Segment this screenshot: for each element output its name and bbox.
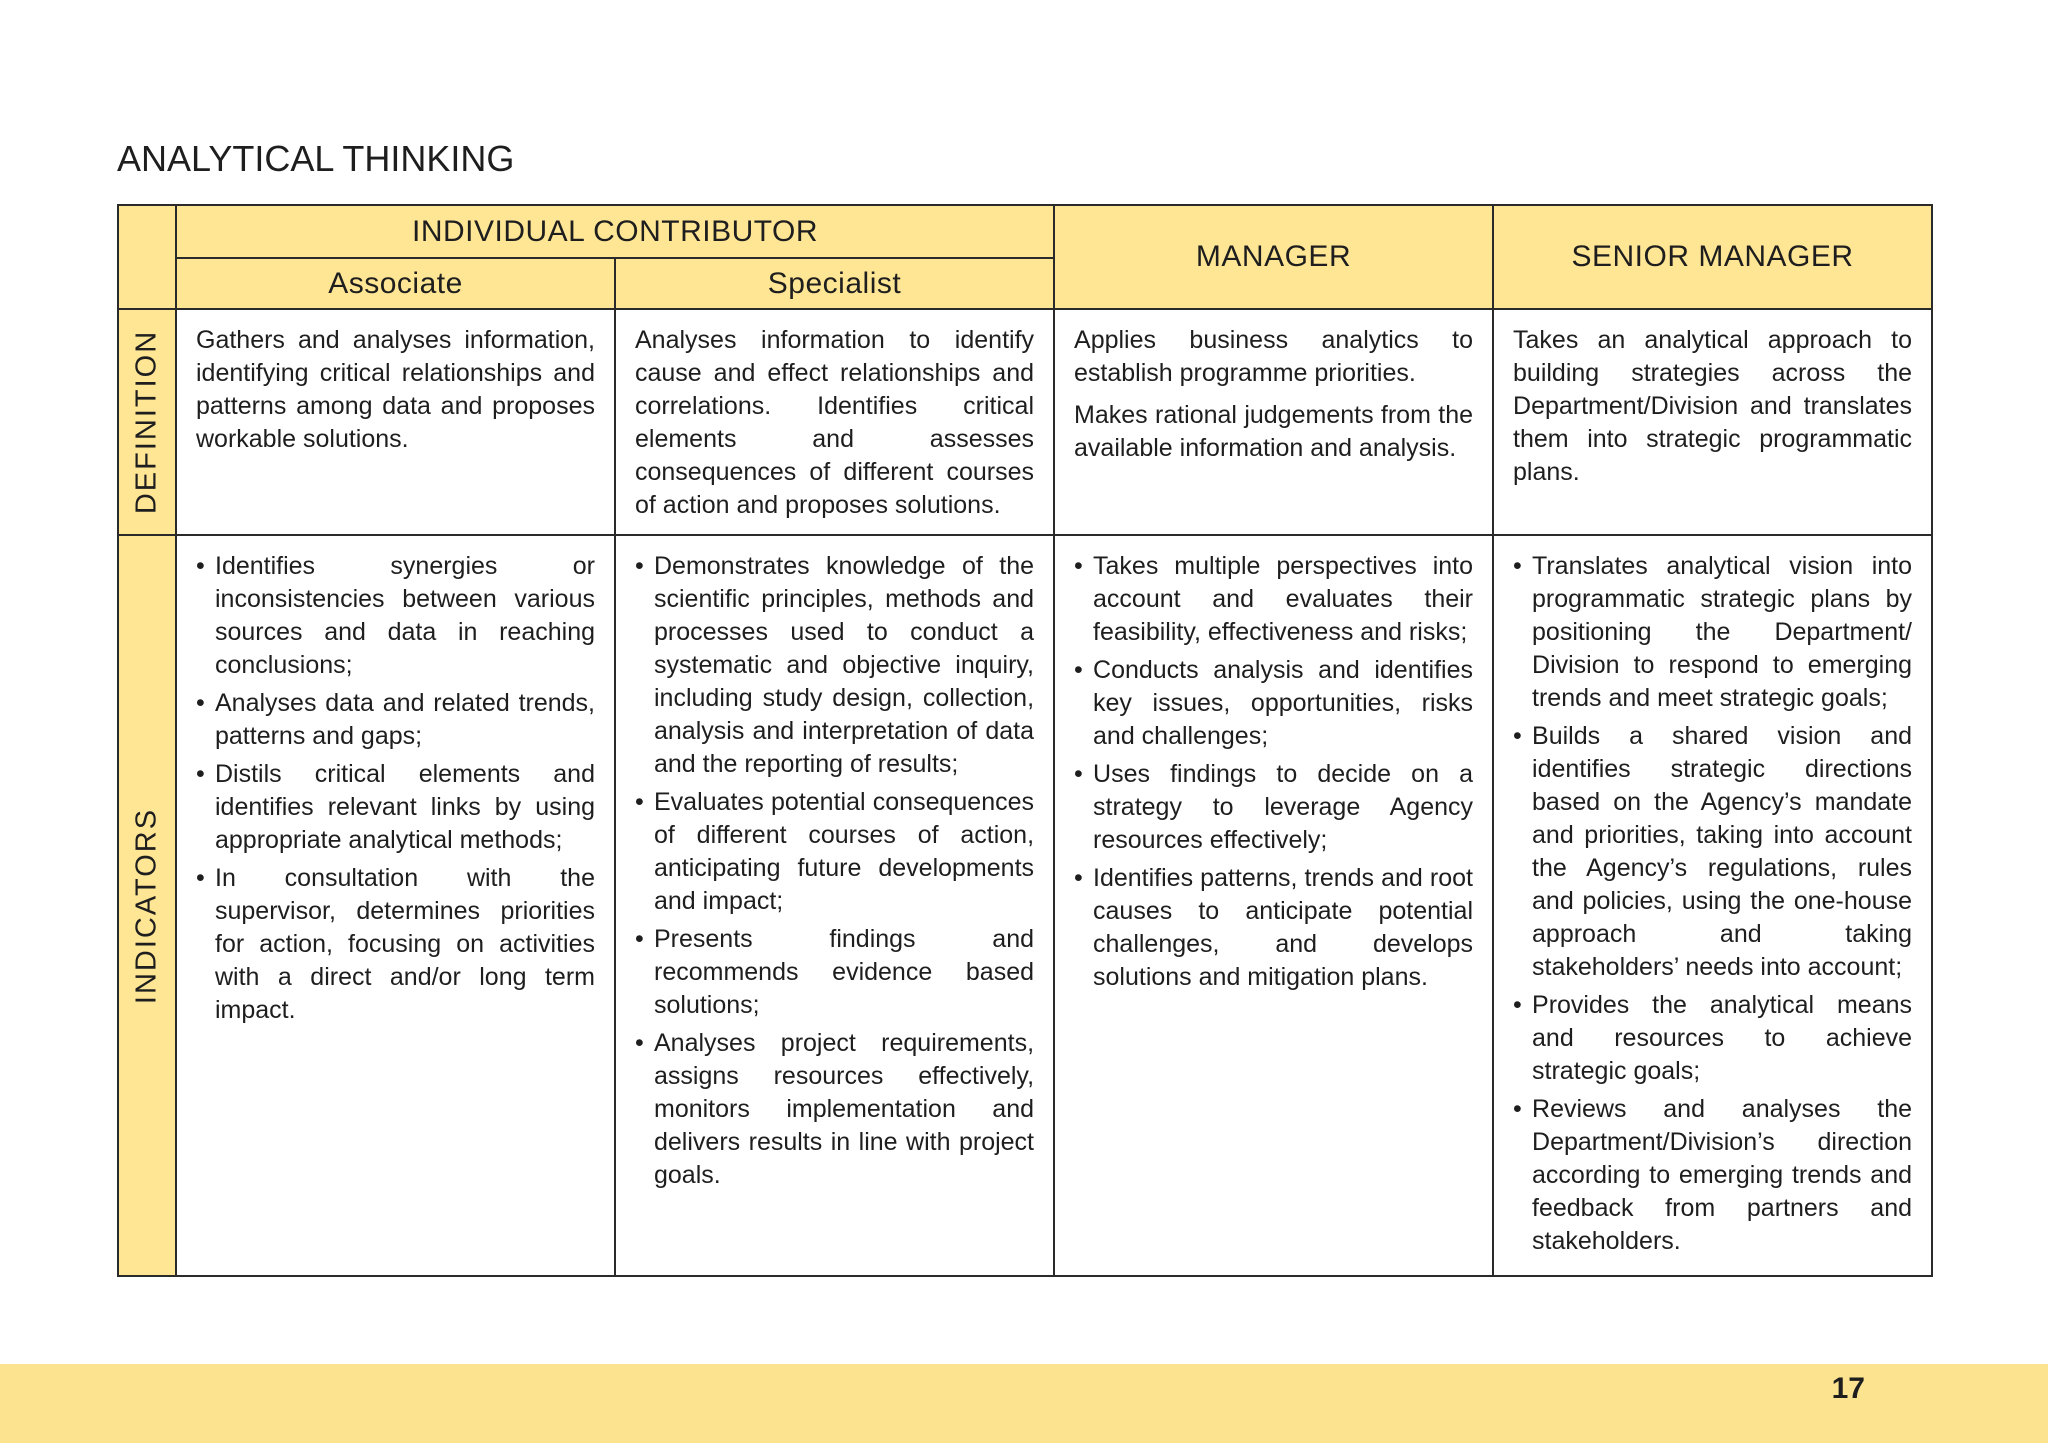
indicator-item: • Demonstrates knowledge of the scientific principles, methods and processes used to conduct a systematic and objective inquiry, including study design, collection, analysis and interpretation of data and the reporting of results; bbox=[635, 550, 1034, 781]
footer-band bbox=[0, 1364, 2048, 1443]
definition-manager bbox=[1054, 309, 1493, 535]
indicator-list bbox=[1513, 550, 1912, 1258]
definition-paragraph: Makes rational judgements from the available information and analysis. bbox=[1074, 401, 1474, 462]
indicators-senior-manager bbox=[1493, 535, 1932, 1276]
indicator-item: • Analyses project requirements, assigns resources effectively, monitors implementation and delivers results in line with project goals. bbox=[635, 1027, 1034, 1192]
indicator-item: • Reviews and analyses the Department/Division’s direction according to emerging trends and feedback from partners and stakeholders. bbox=[1513, 1093, 1912, 1258]
indicator-item: • Takes multiple perspectives into account and evaluates their feasibility, effectiveness and risks; bbox=[1074, 550, 1473, 649]
indicator-list bbox=[196, 550, 595, 1027]
indicators-row bbox=[118, 535, 1932, 1276]
row-label-indicators bbox=[118, 535, 176, 1276]
indicators-specialist bbox=[615, 535, 1054, 1276]
indicator-item: • Builds a shared vision and identifies strategic directions based on the Agency’s mandate and priorities, taking into account the Agency’s regulations, rules and policies, using the one-house approach and taking stakeholders’ needs into account; bbox=[1513, 720, 1912, 984]
indicators-manager bbox=[1054, 535, 1493, 1276]
indicators-associate bbox=[176, 535, 615, 1276]
indicator-item: • Identifies patterns, trends and root causes to anticipate potential challenges, and develops solutions and mitigation plans. bbox=[1074, 862, 1473, 994]
indicator-item: • Distils critical elements and identifies relevant links by using appropriate analytical methods; bbox=[196, 758, 595, 857]
indicator-item: • Identifies synergies or inconsistencies between various sources and data in reaching conclusions; bbox=[196, 550, 595, 682]
row-label-definition-text: DEFINITION bbox=[130, 329, 163, 515]
definition-specialist bbox=[615, 309, 1054, 535]
group-header-individual-contributor: INDIVIDUAL CONTRIBUTOR bbox=[176, 205, 1054, 258]
definition-paragraph: Analyses information to identify cause and effect relationships and correlations. Identifies critical elements and assesses consequences of different courses of action and proposes solutions. bbox=[635, 326, 1035, 519]
indicator-item: • Presents findings and recommends evidence based solutions; bbox=[635, 923, 1034, 1022]
row-label-definition bbox=[118, 309, 176, 535]
indicator-list bbox=[635, 550, 1034, 1192]
column-header-associate: Associate bbox=[176, 258, 615, 309]
page-number: 17 bbox=[1831, 1372, 1865, 1405]
definition-senior-manager bbox=[1493, 309, 1932, 535]
indicator-item: • In consultation with the supervisor, determines priorities for action, focusing on activities with a direct and/or long term impact. bbox=[196, 862, 595, 1027]
indicator-item: • Conducts analysis and identifies key issues, opportunities, risks and challenges; bbox=[1074, 654, 1473, 753]
header-row-top bbox=[118, 205, 1932, 258]
column-header-manager: MANAGER bbox=[1054, 205, 1493, 309]
definition-associate bbox=[176, 309, 615, 535]
indicator-item: • Translates analytical vision into programmatic strategic plans by positioning the Department/ Division to respond to emerging trends and meet strategic goals; bbox=[1513, 550, 1912, 715]
definition-row bbox=[118, 309, 1932, 535]
definition-paragraph: Takes an analytical approach to building strategies across the Department/Division and translates them into strategic programmatic plans. bbox=[1513, 326, 1913, 486]
indicator-item: • Evaluates potential consequences of different courses of action, anticipating future developments and impact; bbox=[635, 786, 1034, 918]
column-header-senior-manager: SENIOR MANAGER bbox=[1493, 205, 1932, 309]
definition-paragraph: Gathers and analyses information, identifying critical relationships and patterns among data and proposes workable solutions. bbox=[196, 326, 595, 453]
page-title: ANALYTICAL THINKING bbox=[117, 138, 515, 179]
indicator-item: • Uses findings to decide on a strategy to leverage Agency resources effectively; bbox=[1074, 758, 1473, 857]
definition-paragraph: Applies business analytics to establish programme priorities. bbox=[1074, 326, 1474, 387]
row-label-indicators-text: INDICATORS bbox=[130, 807, 163, 1004]
indicator-list bbox=[1074, 550, 1473, 994]
header-corner-cell bbox=[118, 205, 176, 309]
indicator-item: • Provides the analytical means and resources to achieve strategic goals; bbox=[1513, 989, 1912, 1088]
indicator-item: • Analyses data and related trends, patterns and gaps; bbox=[196, 687, 595, 753]
competency-table bbox=[117, 204, 1933, 1277]
column-header-specialist: Specialist bbox=[615, 258, 1054, 309]
